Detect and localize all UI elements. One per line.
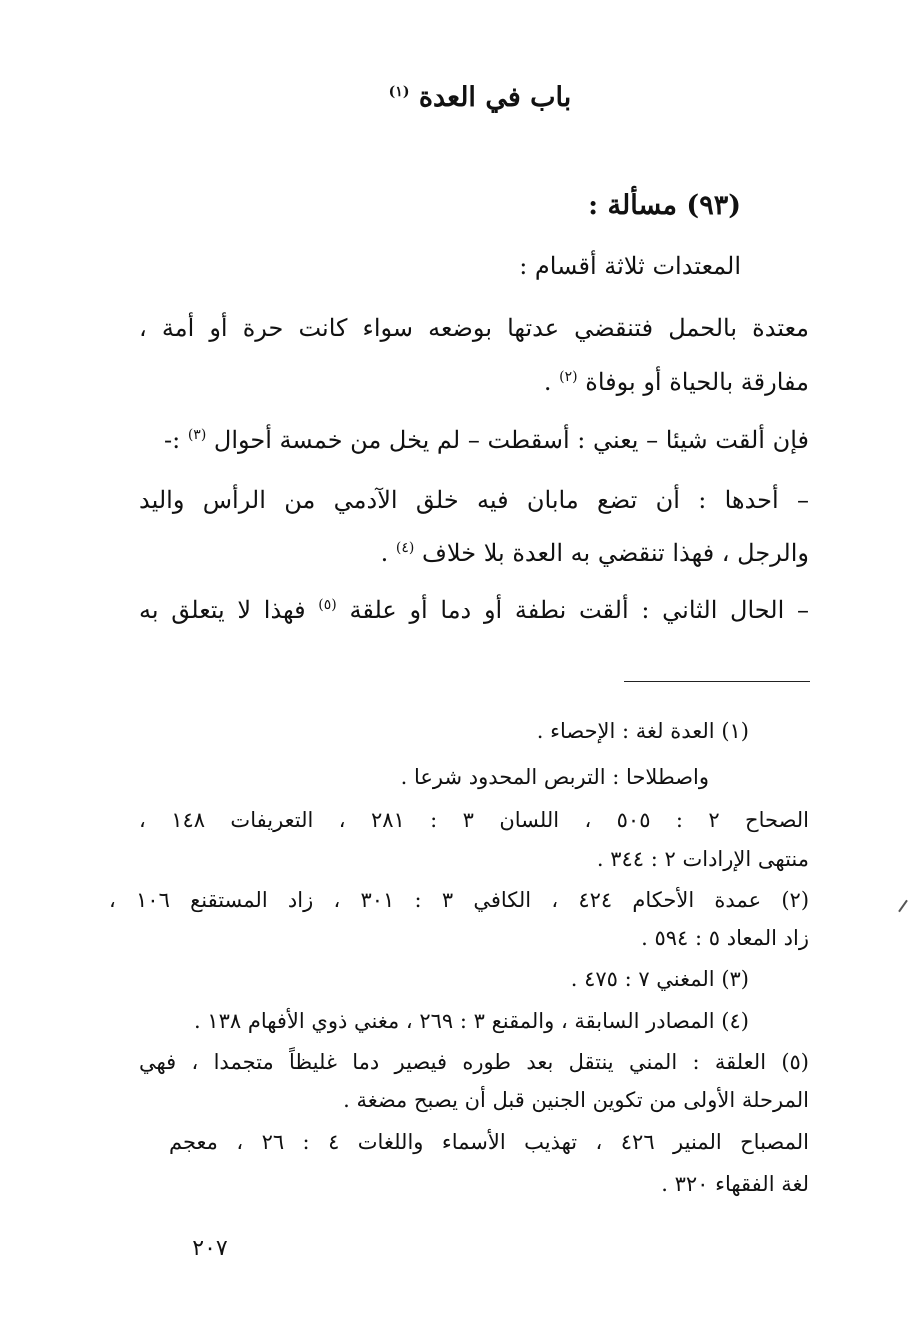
body-line-6 bbox=[139, 533, 809, 573]
chapter-title-text: باب في العدة bbox=[418, 82, 572, 113]
footnote-line-4: منتهى الإرادات ٢ : ٣٤٤ . bbox=[596, 847, 809, 871]
body-line-3 bbox=[139, 362, 809, 402]
footnote-ref-2: (٢) bbox=[559, 369, 578, 385]
body-line-3-text: مفارقة بالحياة أو بوفاة bbox=[585, 368, 809, 396]
footnote-ref-4: (٤) bbox=[395, 540, 415, 556]
footnote-line-5: (٢) عمدة الأحكام ٤٢٤ ، الكافي ٣ : ٣٠١ ، زاد المستقنع ١٠٦ ، bbox=[109, 888, 810, 912]
body-line-7-end: فهذا لا يتعلق به bbox=[139, 596, 306, 624]
body-line-7 bbox=[139, 590, 809, 630]
footnote-line-1: (١) العدة لغة : الإحصاء . bbox=[536, 719, 749, 743]
footnote-line-12: لغة الفقهاء ٣٢٠ . bbox=[661, 1172, 809, 1196]
footnote-ref-3: (٣) bbox=[187, 427, 207, 443]
footnote-line-2: واصطلاحا : التربص المحدود شرعا . bbox=[400, 765, 709, 789]
page-number: ٢٠٧ bbox=[192, 1236, 228, 1261]
footnote-line-6: زاد المعاد ٥ : ٥٩٤ . bbox=[641, 926, 809, 950]
body-line-3-end: . bbox=[543, 368, 552, 396]
footnote-line-7: (٣) المغني ٧ : ٤٧٥ . bbox=[570, 967, 749, 991]
body-line-7-text: – الحال الثاني : ألقت نطفة أو دما أو علقة bbox=[349, 596, 809, 624]
body-line-6-end: . bbox=[380, 539, 389, 567]
body-line-4-end: :- bbox=[163, 426, 181, 454]
body-line-5: – أحدها : أن تضع مابان فيه خلق الآدمي من الرأس واليد bbox=[139, 486, 809, 514]
footnote-line-9: (٥) العلقة : المني ينتقل بعد طوره فيصير دما غليظاً متجمدا ، فهي bbox=[139, 1050, 809, 1074]
body-line-4-text: فإن ألقت شيئا – يعني : أسقطت – لم يخل من خمسة أحوال bbox=[213, 426, 809, 454]
issue-heading: (٩٣) مسألة : bbox=[588, 190, 741, 221]
body-line-2: معتدة بالحمل فتنقضي عدتها بوضعه سواء كانت حرة أو أمة ، bbox=[139, 314, 810, 342]
footnote-line-3: الصحاح ٢ : ٥٠٥ ، اللسان ٣ : ٢٨١ ، التعريفات ١٤٨ ، bbox=[139, 808, 810, 832]
footnote-ref-1: (١) bbox=[388, 84, 410, 100]
body-line-1: المعتدات ثلاثة أقسام : bbox=[519, 252, 741, 280]
footnote-line-11: المصباح المنير ٤٢٦ ، تهذيب الأسماء واللغات ٤ : ٢٦ ، معجم bbox=[169, 1130, 809, 1154]
body-line-6-text: والرجل ، فهذا تنقضي به العدة بلا خلاف bbox=[422, 539, 809, 567]
chapter-title bbox=[300, 78, 660, 118]
footnote-ref-5: (٥) bbox=[318, 597, 337, 613]
footnote-divider bbox=[624, 681, 810, 682]
body-line-4 bbox=[139, 420, 809, 460]
footnote-line-8: (٤) المصادر السابقة ، والمقنع ٣ : ٢٦٩ ، مغني ذوي الأفهام ١٣٨ . bbox=[193, 1009, 749, 1033]
footnote-line-10: المرحلة الأولى من تكوين الجنين قبل أن يصبح مضغة . bbox=[343, 1088, 809, 1112]
scan-artifact-mark bbox=[898, 900, 908, 913]
